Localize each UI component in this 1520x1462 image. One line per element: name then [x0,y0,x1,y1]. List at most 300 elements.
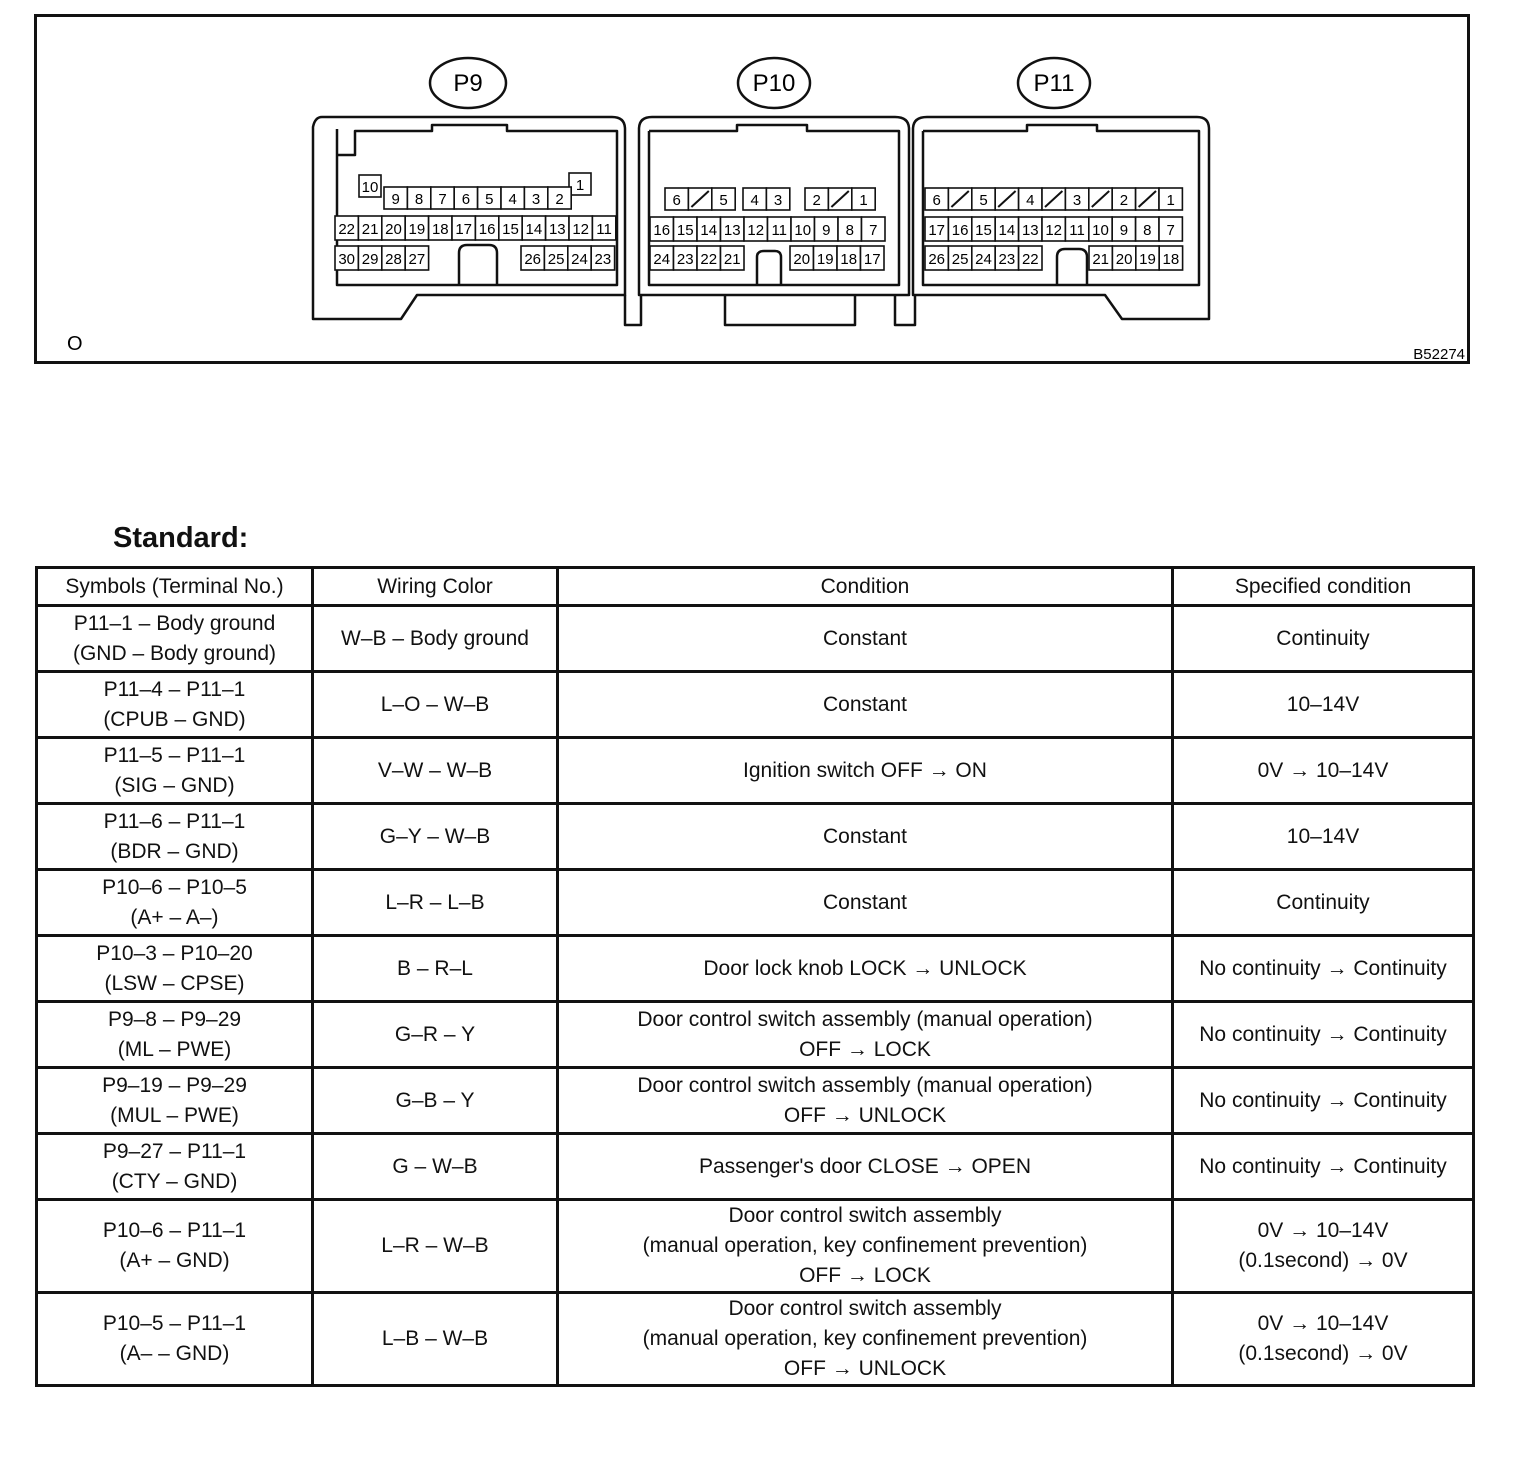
svg-text:24: 24 [571,251,588,268]
terminal-pin [1042,217,1065,241]
cell-text: (manual operation, key confinement prevention) [642,1234,1088,1257]
cell-text: Continuity [1276,626,1370,650]
cell-text: Door control switch assembly [728,1204,1002,1227]
cell-text: G–Y – W–B [379,824,491,848]
svg-text:24: 24 [975,251,992,268]
terminal-pin [948,217,971,241]
figure-code: B52274 [1413,346,1465,361]
svg-text:1: 1 [575,177,585,194]
terminal-pin [405,246,428,270]
table-row [37,1068,1474,1134]
svg-text:4: 4 [1026,192,1035,209]
view-mark: O [67,333,83,355]
svg-text:15: 15 [676,222,694,239]
terminal-pin [405,216,428,240]
cell-condition [558,1134,1173,1200]
svg-text:1: 1 [859,192,868,209]
cell-text: 10–14V [1286,692,1360,716]
cell-text: Passenger's door CLOSE → OPEN [699,1154,1031,1178]
cell-text: 10–14V [1286,824,1360,848]
cell-text: (0.1second) → 0V [1238,1249,1408,1272]
svg-text:10: 10 [794,222,812,239]
cell-specified-condition [1173,1134,1474,1200]
terminal-pin [697,246,721,270]
terminal-pin [828,188,851,210]
svg-text:25: 25 [547,251,565,268]
svg-text:1: 1 [1166,192,1175,209]
terminal-pin [688,188,711,210]
cell-specified-condition [1173,1293,1474,1386]
svg-text:29: 29 [361,251,379,268]
terminal-pin [862,217,886,241]
cell-text: G–R – Y [394,1022,476,1046]
table-row [37,870,1474,936]
cell-condition [558,870,1173,936]
cell-text: L–O – W–B [380,692,490,716]
svg-text:18: 18 [1162,251,1180,268]
cell-text: G – W–B [392,1154,478,1178]
standard-table [35,566,1475,1387]
svg-text:17: 17 [455,221,473,238]
cell-specified-condition [1173,1200,1474,1293]
svg-text:10: 10 [361,179,379,196]
terminal-pin [382,246,405,270]
terminal-pin [925,217,948,241]
cell-text: V–W – W–B [377,758,493,782]
svg-text:22: 22 [1021,251,1039,268]
cell-symbol [37,936,313,1002]
cell-text: L–R – L–B [385,890,485,914]
cell-condition [558,1293,1173,1386]
cell-wiring-color [313,1002,558,1068]
svg-text:23: 23 [676,251,694,268]
cell-text: No continuity → Continuity [1199,1154,1447,1178]
svg-text:20: 20 [385,221,402,238]
svg-text:22: 22 [700,251,718,268]
svg-text:16: 16 [951,222,969,239]
svg-text:13: 13 [548,221,566,238]
cell-condition [558,804,1173,870]
cell-specified-condition [1173,738,1474,804]
cell-symbol [37,1068,313,1134]
terminal-pin [501,187,524,209]
terminal-pin [1136,217,1159,241]
terminal-pin [712,188,735,210]
cell-text: (CTY – GND) [111,1169,238,1193]
table-row [37,1002,1474,1068]
cell-text: No continuity → Continuity [1199,1088,1447,1112]
cell-text: (CPUB – GND) [103,707,246,731]
cell-text: OFF → LOCK [799,1037,931,1061]
terminal-pin [1136,188,1159,210]
terminal-pin [1112,188,1135,210]
terminal-pin [429,216,452,240]
svg-text:21: 21 [723,251,741,268]
cell-text: (LSW – CPSE) [104,971,245,995]
terminal-pin [454,187,477,209]
cell-symbol [37,1293,313,1386]
svg-text:3: 3 [1072,192,1082,209]
svg-text:21: 21 [361,221,379,238]
svg-text:3: 3 [531,191,541,208]
svg-text:15: 15 [502,221,519,238]
cell-text: Continuity [1276,890,1370,914]
terminal-pin [948,188,971,210]
terminal-pin [358,246,381,270]
cell-condition [558,672,1173,738]
table-row [37,606,1474,672]
svg-text:9: 9 [391,191,400,208]
svg-text:2: 2 [812,192,821,209]
svg-text:9: 9 [1119,222,1129,239]
cell-symbol [37,606,313,672]
svg-text:16: 16 [653,222,671,239]
svg-text:16: 16 [478,221,496,238]
terminal-pin [925,188,948,210]
svg-text:10: 10 [1092,222,1109,239]
svg-text:8: 8 [1143,222,1152,239]
terminal-pin [1019,246,1042,270]
svg-text:17: 17 [863,251,881,268]
terminal-pin [548,187,571,209]
svg-text:12: 12 [1045,222,1063,239]
cell-text: (BDR – GND) [110,839,239,863]
terminal-pin [359,175,381,197]
cell-text: P9–27 – P11–1 [102,1139,247,1163]
cell-text: No continuity → Continuity [1199,1022,1447,1046]
terminal-pin [948,246,971,270]
cell-text: Constant [822,890,908,914]
svg-text:20: 20 [793,251,811,268]
terminal-pin [452,216,475,240]
terminal-pin [431,187,454,209]
svg-text:8: 8 [414,191,424,208]
cell-specified-condition [1173,870,1474,936]
terminal-pin [1089,246,1112,270]
svg-text:14: 14 [525,221,543,238]
terminal-pin [697,217,721,241]
terminal-pin [861,246,885,270]
terminal-pin [768,217,792,241]
cell-text: Door control switch assembly (manual operation) [637,1007,1093,1031]
cell-text: Door control switch assembly [728,1297,1002,1320]
standard-heading: Standard: [113,522,249,554]
terminal-pin [766,188,789,210]
cell-text: Door lock knob LOCK → UNLOCK [703,956,1027,980]
terminal-pin [972,217,995,241]
terminal-pin [995,188,1018,210]
terminal-pin [1065,188,1088,210]
cell-condition [558,936,1173,1002]
table-row [37,936,1474,1002]
cell-wiring-color [313,738,558,804]
connector-key-p10 [757,251,781,285]
svg-text:8: 8 [845,222,854,239]
svg-text:15: 15 [975,222,992,239]
connector-key-p11 [1057,249,1087,285]
svg-text:13: 13 [723,222,741,239]
cell-text: 0V → 10–14V [1257,1312,1389,1335]
cell-wiring-color [313,606,558,672]
cell-text: (A+ – A–) [130,905,219,929]
svg-text:11: 11 [1069,222,1085,239]
terminal-pin [1159,217,1182,241]
svg-text:9: 9 [822,222,831,239]
terminal-pin [838,217,862,241]
terminal-pin [335,246,358,270]
terminal-pin [475,216,498,240]
cell-specified-condition [1173,936,1474,1002]
svg-text:14: 14 [998,222,1016,239]
connector-tab-right [895,295,915,325]
cell-text: (ML – PWE) [117,1037,232,1061]
cell-text: (manual operation, key confinement prevention) [642,1327,1088,1350]
svg-text:23: 23 [998,251,1016,268]
cell-text: (SIG – GND) [114,773,235,797]
terminal-pin [407,187,430,209]
svg-text:7: 7 [1166,222,1175,239]
svg-text:6: 6 [932,192,941,209]
cell-condition [558,1200,1173,1293]
cell-text: (GND – Body ground) [72,641,277,665]
table-row [37,1134,1474,1200]
terminal-pin [1112,246,1135,270]
svg-text:11: 11 [596,221,612,238]
cell-text: P10–6 – P10–5 [102,875,247,899]
terminal-pin [522,216,545,240]
cell-text: G–B – Y [395,1088,475,1112]
column-header-wiring-color: Wiring Color [313,568,558,606]
terminal-pin [815,217,839,241]
svg-text:5: 5 [719,192,728,209]
terminal-pin [384,187,407,209]
terminal-pin [650,217,674,241]
cell-specified-condition [1173,804,1474,870]
cell-symbol [37,1134,313,1200]
terminal-pin [665,188,688,210]
connector-name-p11: P11 [1033,70,1075,97]
terminal-pin [674,246,698,270]
cell-text: B – R–L [397,956,473,980]
terminal-pin [568,246,591,270]
terminal-pin [478,187,501,209]
svg-text:26: 26 [524,251,542,268]
cell-text: Constant [822,626,908,650]
terminal-pin [1159,246,1182,270]
terminal-pin [1019,188,1042,210]
cell-wiring-color [313,936,558,1002]
svg-text:23: 23 [594,251,612,268]
cell-wiring-color [313,672,558,738]
cell-condition [558,1068,1173,1134]
cell-wiring-color [313,1068,558,1134]
table-row [37,738,1474,804]
terminal-pin [524,187,547,209]
cell-text: OFF → UNLOCK [783,1357,947,1380]
cell-text: P9–8 – P9–29 [107,1007,242,1031]
terminal-pin [569,216,592,240]
connector-name-p9: P9 [453,70,483,97]
cell-wiring-color [313,804,558,870]
connector-tab-middle [725,295,855,325]
table-row [37,672,1474,738]
svg-text:19: 19 [408,221,426,238]
cell-specified-condition [1173,672,1474,738]
terminal-pin [592,216,615,240]
svg-text:2: 2 [1119,192,1129,209]
svg-text:5: 5 [485,191,494,208]
cell-wiring-color [313,1200,558,1293]
table-header-row [37,568,1474,606]
cell-specified-condition [1173,1068,1474,1134]
terminal-pin [972,188,995,210]
cell-text: 0V → 10–14V [1257,758,1389,782]
cell-text: P10–5 – P11–1 [102,1312,247,1335]
svg-text:27: 27 [408,251,426,268]
cell-text: P10–3 – P10–20 [96,941,253,965]
column-header-symbols: Symbols (Terminal No.) [37,568,313,606]
cell-text: (A+ – GND) [119,1249,230,1272]
terminal-pin [546,216,569,240]
cell-wiring-color [313,1134,558,1200]
terminal-pin [382,216,405,240]
terminal-pin [814,246,838,270]
connector-tab-left [625,295,641,325]
cell-symbol [37,672,313,738]
svg-text:26: 26 [928,251,946,268]
svg-text:17: 17 [928,222,946,239]
terminal-pin [743,188,766,210]
connector-key-p9 [459,245,497,285]
svg-text:25: 25 [951,251,969,268]
terminal-pin [1019,217,1042,241]
svg-text:18: 18 [431,221,449,238]
terminal-pin [1065,217,1088,241]
svg-text:14: 14 [700,222,718,239]
cell-text: P11–1 – Body ground [73,611,276,635]
cell-text: P11–6 – P11–1 [103,809,246,833]
terminal-pin [791,217,815,241]
terminal-pin [499,216,522,240]
terminal-pin [721,246,745,270]
svg-text:7: 7 [438,191,447,208]
terminal-pin [544,246,567,270]
terminal-pin [521,246,544,270]
cell-specified-condition [1173,606,1474,672]
terminal-pin [674,217,698,241]
cell-symbol [37,804,313,870]
terminal-pin [995,217,1018,241]
cell-text: W–B – Body ground [341,626,529,650]
cell-condition [558,1002,1173,1068]
terminal-pin [1112,217,1135,241]
terminal-pin [805,188,828,210]
terminal-pin [721,217,745,241]
connector-name-p10: P10 [752,70,796,97]
terminal-pin [852,188,875,210]
cell-specified-condition [1173,1002,1474,1068]
cell-text: (0.1second) → 0V [1238,1342,1408,1365]
svg-text:11: 11 [771,222,788,239]
terminal-pin [995,246,1018,270]
cell-text: OFF → LOCK [799,1264,931,1287]
terminal-pin [790,246,814,270]
terminal-pin [569,173,591,195]
table-row [37,804,1474,870]
svg-text:12: 12 [747,222,765,239]
terminal-pin [837,246,861,270]
table-row [37,1200,1474,1293]
cell-text: Door control switch assembly (manual operation) [637,1073,1093,1097]
column-header-condition: Condition [558,568,1173,606]
cell-symbol [37,1002,313,1068]
cell-text: P11–4 – P11–1 [103,677,246,701]
cell-text: (A– – GND) [119,1342,230,1365]
svg-text:20: 20 [1115,251,1133,268]
terminal-pin [358,216,381,240]
svg-text:28: 28 [385,251,402,268]
svg-text:18: 18 [840,251,858,268]
cell-text: OFF → UNLOCK [783,1103,947,1127]
terminal-pin [591,246,614,270]
cell-condition [558,738,1173,804]
cell-text: Ignition switch OFF → ON [743,758,987,782]
svg-text:7: 7 [869,222,878,239]
column-header-specified-condition: Specified condition [1173,568,1474,606]
cell-wiring-color [313,1293,558,1386]
svg-text:6: 6 [672,192,681,209]
svg-text:24: 24 [653,251,671,268]
svg-text:4: 4 [750,192,759,209]
cell-text: No continuity → Continuity [1199,956,1447,980]
cell-text: Constant [822,824,908,848]
terminal-pin [1136,246,1159,270]
terminal-pin [650,246,674,270]
svg-text:4: 4 [508,191,517,208]
cell-text: L–R – W–B [381,1234,489,1257]
cell-text: P9–19 – P9–29 [102,1073,247,1097]
terminal-pin [1089,217,1112,241]
table-row [37,1293,1474,1386]
svg-text:2: 2 [555,191,564,208]
terminal-pin [972,246,995,270]
svg-text:5: 5 [979,192,988,209]
svg-text:22: 22 [338,221,356,238]
cell-text: 0V → 10–14V [1257,1219,1389,1242]
terminal-pin [1159,188,1182,210]
svg-text:3: 3 [773,192,783,209]
svg-text:12: 12 [572,221,590,238]
svg-text:19: 19 [816,251,834,268]
connector-diagram [37,17,1467,361]
cell-symbol [37,1200,313,1293]
cell-text: Constant [822,692,908,716]
terminal-pin [744,217,768,241]
terminal-pin [1042,188,1065,210]
svg-text:19: 19 [1139,251,1156,268]
svg-text:21: 21 [1092,251,1110,268]
cell-text: L–B – W–B [381,1327,489,1350]
terminal-pin [335,216,358,240]
cell-text: P10–6 – P11–1 [102,1219,247,1242]
cell-wiring-color [313,870,558,936]
cell-symbol [37,738,313,804]
terminal-pin [1089,188,1112,210]
cell-text: P11–5 – P11–1 [103,743,246,767]
cell-symbol [37,870,313,936]
terminal-pin [925,246,948,270]
cell-text: (MUL – PWE) [110,1103,239,1127]
